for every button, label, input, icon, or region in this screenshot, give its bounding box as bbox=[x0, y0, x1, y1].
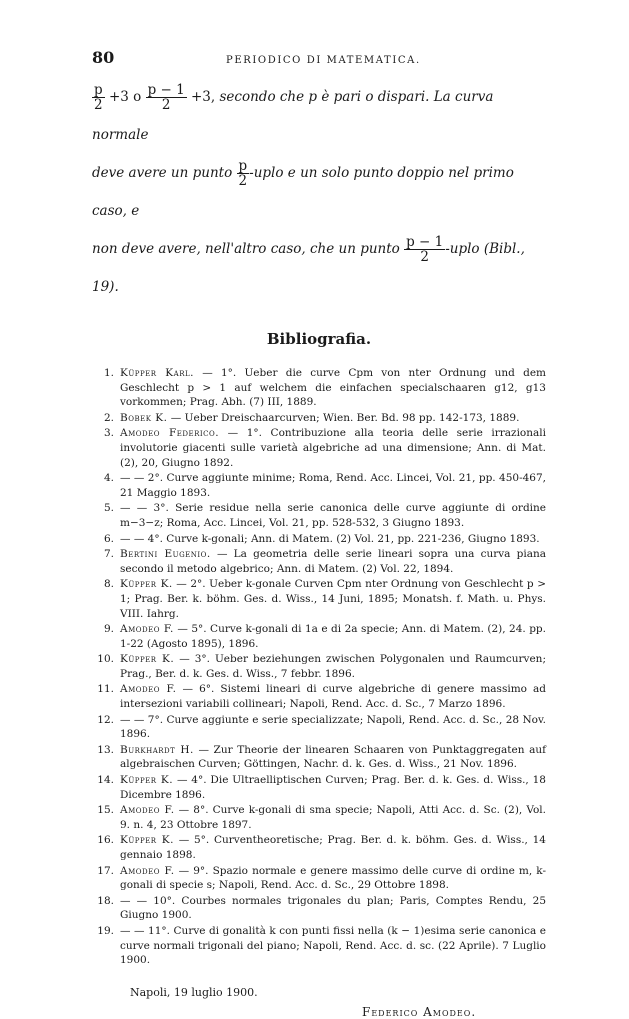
bibliography-list bbox=[92, 366, 546, 968]
page-number: 80 bbox=[92, 48, 115, 67]
bib-entry: 4. — — 2°. Curve aggiunte minime; Roma, Rend. Acc. Lincei, Vol. 21, pp. 450-467, 21 Maggio 1893. bbox=[103, 472, 546, 499]
bib-entry: 6. — — 4°. Curve k-gonali; Ann. di Matem. (2) Vol. 21, pp. 221-236, Giugno 1893. bbox=[103, 532, 540, 545]
bib-entry: 19. — — 11°. Curve di gonalità k con punti fissi nella (k − 1)esima serie canonica e curve normali trigonali del piano; Napoli, Rend. Acc. d. sc. (22 Aprile). 7 Luglio 1900. bbox=[97, 924, 546, 967]
bib-entry: 1. Küpper Karl. — 1°. Ueber die curve Cpm von nter Ordnung und dem Geschlecht p > 1 auf welchem die einfachen specialschaaren g12, g13 vorkommen; Prag. Abh. (7) III, 1889. bbox=[103, 367, 546, 409]
signature: Federico Amodeo. bbox=[362, 1004, 477, 1019]
fraction: $\frac{p - 1}{2}$ bbox=[147, 82, 185, 113]
section-title: Bibliografia. bbox=[266, 330, 372, 348]
bib-entry: 14. Küpper K. — 4°. Die Ultraelliptischen Curven; Prag. Ber. d. k. Ges. d. Wiss., 18 Dicembre 1896. bbox=[97, 774, 546, 801]
bib-entry: 9. Amodeo F. — 5°. Curve k-gonali di 1a e di 2a specie; Ann. di Matem. (2), 24. pp. 1-22 (Agosto 1895), 1896. bbox=[103, 623, 546, 650]
intro-line-2: deve avere un punto $\frac{p}{2}$ -uplo e un solo punto doppio nel primo caso, e bbox=[92, 158, 514, 219]
fraction: $\frac{p}{2}$ bbox=[238, 158, 248, 189]
journal-title: PERIODICO DI MATEMATICA. bbox=[226, 55, 421, 66]
intro-text bbox=[92, 78, 546, 306]
bib-entry: 3. Amodeo Federico. — 1°. Contribuzione alla teoria delle serie irrazionali involutorie giacenti sulle varietà algebriche ad una dimensione; Ann. di Mat. (2), 20, Giugno 1892. bbox=[103, 427, 546, 469]
bib-entry: 7. Bertini Eugenio. — La geometria delle serie lineari sopra una curva piana secondo il metodo algebrico; Ann. di Matem. (2) Vol. 22, 1894. bbox=[103, 548, 546, 575]
bib-entry: 10. Küpper K. — 3°. Ueber beziehungen zwischen Polygonalen und Raumcurven; Prag., Ber. d. k. Ges. d. Wiss., 7 febbr. 1896. bbox=[97, 653, 546, 680]
page bbox=[92, 48, 546, 1019]
fraction: $\frac{p - 1}{2}$ bbox=[406, 234, 444, 265]
bib-entry: 5. — — 3°. Serie residue nella serie canonica delle curve aggiunte di ordine m−3−z; Roma, Acc. Lincei, Vol. 21, pp. 528-532, 3 Giugno 1893. bbox=[103, 502, 546, 529]
bib-entry: 18. — — 10°. Courbes normales trigonales du plan; Paris, Comptes Rendu, 25 Giugno 1900. bbox=[97, 894, 546, 922]
intro-line-3: non deve avere, nell'altro caso, che un punto $\frac{p - 1}{2}$ -uplo (Bibl., 19). bbox=[92, 234, 525, 295]
bib-entry: 2. Bobek K. — Ueber Dreischaarcurven; Wien. Ber. Bd. 98 pp. 142-173, 1889. bbox=[103, 411, 520, 424]
bib-entry: 11. Amodeo F. — 6°. Sistemi lineari di curve algebriche di genere massimo ad intersezioni variabili collineari; Napoli, Rend. Acc. d. Sc., 7 Marzo 1896. bbox=[97, 683, 546, 711]
intro-line-1: $\frac{p}{2}$ +3 o $\frac{p - 1}{2}$ +3, secondo che p è pari o dispari. La curva normale bbox=[92, 82, 494, 143]
bib-entry: 15. Amodeo F. — 8°. Curve k-gonali di sma specie; Napoli, Atti Acc. d. Sc. (2), Vol. 9. n. 4, 23 Ottobre 1897. bbox=[97, 804, 546, 831]
bib-entry: 13. Burkhardt H. — Zur Theorie der linearen Schaaren von Punktaggregaten auf algebraischen Curven; Göttingen, Nachr. d. k. Ges. d. Wiss., 21 Nov. 1896. bbox=[97, 743, 546, 771]
page-header bbox=[92, 48, 546, 70]
bib-entry: 17. Amodeo F. — 9°. Spazio normale e genere massimo delle curve di ordine m, k-gonali di specie s; Napoli, Rend. Acc. d. Sc., 29 Ottobre 1898. bbox=[97, 864, 547, 892]
bib-entry: 16. Küpper K. — 5°. Curventheoretische; Prag. Ber. d. k. böhm. Ges. d. Wiss., 14 gennaio 1898. bbox=[97, 834, 546, 861]
bib-entry: 8. Küpper K. — 2°. Ueber k-gonale Curven Cpm nter Ordnung von Geschlecht p > 1; Prag. Ber. k. böhm. Ges. d. Wiss., 14 Juni, 1895; Monatsh. f. Math. u. Phys. VIII. Iahrg. bbox=[103, 578, 546, 620]
fraction: $\frac{p}{2}$ bbox=[94, 82, 103, 113]
date-line: Napoli, 19 luglio 1900. bbox=[130, 985, 258, 999]
bib-entry: 12. — — 7°. Curve aggiunte e serie specializzate; Napoli, Rend. Acc. d. Sc., 28 Nov. 1896. bbox=[97, 713, 546, 741]
